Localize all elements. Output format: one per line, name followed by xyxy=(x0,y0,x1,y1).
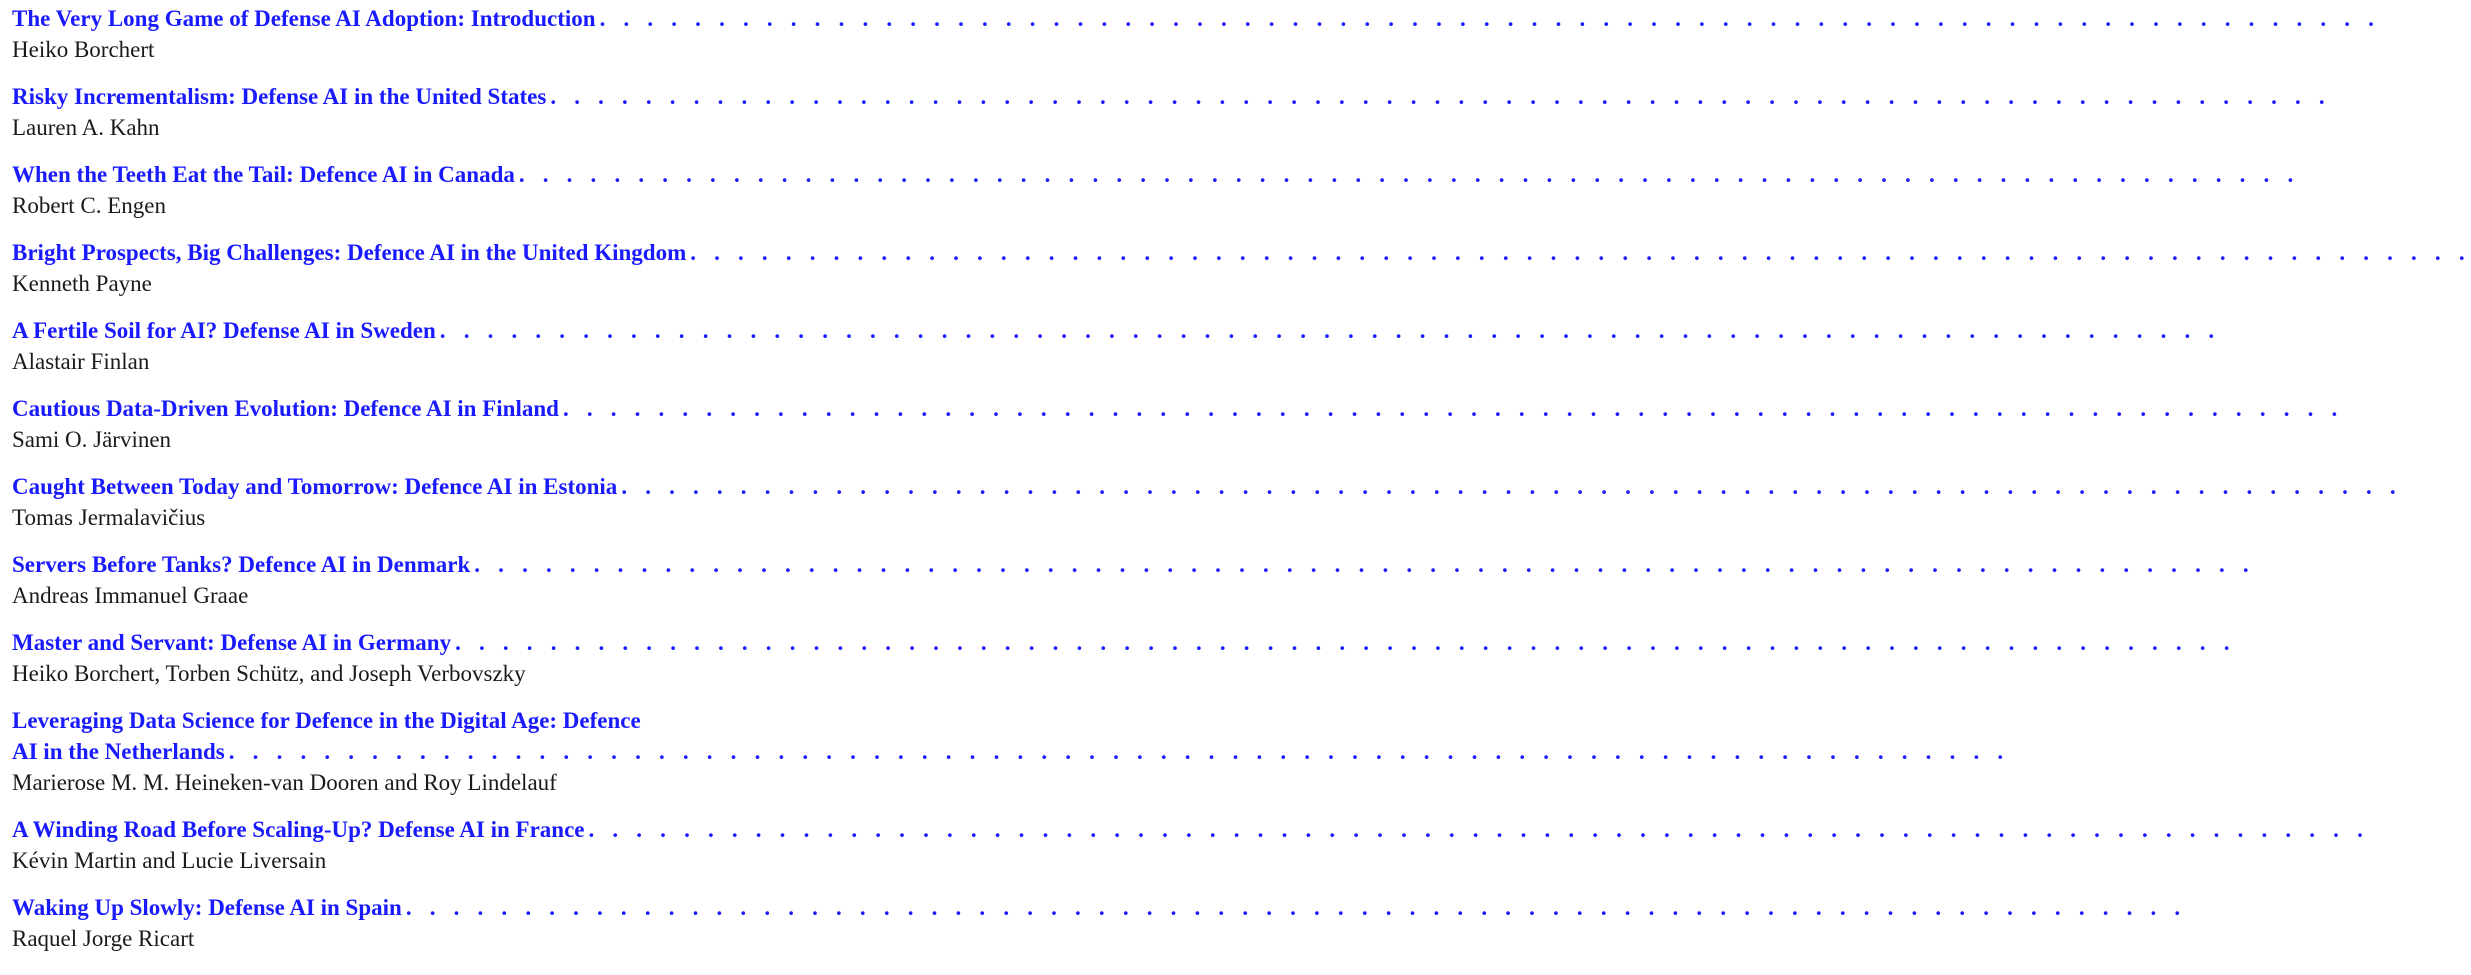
dot-leader: . . . . . . . . . . . . . . . . . . . . . . . . . . . . . . . . . . . . . . . . . . . . . . . . . . . . . . . . . . . . . . . . . . . . . . . . . . . xyxy=(439,318,2221,343)
toc-entry-finland xyxy=(12,393,2344,455)
chapter-link-germany[interactable]: Master and Servant: Defense AI in Germany xyxy=(12,630,452,655)
toc-title-line xyxy=(12,814,2370,845)
toc-title-line xyxy=(12,3,2381,34)
table-of-contents xyxy=(12,3,2471,954)
chapter-link-canada[interactable]: When the Teeth Eat the Tail: Defence AI in Canada xyxy=(12,162,515,187)
chapter-link-denmark[interactable]: Servers Before Tanks? Defence AI in Denmark xyxy=(12,552,471,577)
dot-leader: . . . . . . . . . . . . . . . . . . . . . . . . . . . . . . . . . . . . . . . . . . . . . . . . . . . . . . . . . . . . . . . . . . . . . . . . . . . xyxy=(588,817,2370,842)
toc-entry-united-kingdom xyxy=(12,237,2471,299)
dot-leader: . . . . . . . . . . . . . . . . . . . . . . . . . . . . . . . . . . . . . . . . . . . . . . . . . . . . . . . . . . . . . . . . . . . . . . . . . . . xyxy=(474,552,2255,577)
chapter-authors: Kévin Martin and Lucie Liversain xyxy=(12,848,327,873)
toc-title-line xyxy=(12,159,2300,190)
dot-leader: . . . . . . . . . . . . . . . . . . . . . . . . . . . . . . . . . . . . . . . . . . . . . . . . . . . . . . . . . . . . . . . . . . . . . . . . . . . xyxy=(550,84,2331,109)
chapter-link-introduction[interactable]: The Very Long Game of Defense AI Adoption: Introduction xyxy=(12,6,596,31)
toc-entry-united-states xyxy=(12,81,2331,143)
dot-leader: . . . . . . . . . . . . . . . . . . . . . . . . . . . . . . . . . . . . . . . . . . . . . . . . . . . . . . . . . . . . . . . . . . . . . . . . . . . xyxy=(562,396,2344,421)
toc-title-line xyxy=(12,705,812,736)
toc-entry-denmark xyxy=(12,549,2255,611)
chapter-authors: Andreas Immanuel Graae xyxy=(12,583,249,608)
chapter-link-finland[interactable]: Cautious Data-Driven Evolution: Defence AI in Finland xyxy=(12,396,559,421)
chapter-authors: Marierose M. M. Heineken-van Dooren and Roy Lindelauf xyxy=(12,770,557,795)
dot-leader: . . . . . . . . . . . . . . . . . . . . . . . . . . . . . . . . . . . . . . . . . . . . . . . . . . . . . . . . . . . . . . . . . . . . . . . . . . . xyxy=(599,6,2381,31)
chapter-link-united-states[interactable]: Risky Incrementalism: Defense AI in the United States xyxy=(12,84,547,109)
toc-title-line xyxy=(12,627,2236,658)
chapter-link-spain[interactable]: Waking Up Slowly: Defense AI in Spain xyxy=(12,895,402,920)
chapter-link-united-kingdom[interactable]: Bright Prospects, Big Challenges: Defence AI in the United Kingdom xyxy=(12,240,687,265)
chapter-authors: Heiko Borchert, Torben Schütz, and Joseph Verbovszky xyxy=(12,661,526,686)
chapter-link-sweden[interactable]: A Fertile Soil for AI? Defense AI in Sweden xyxy=(12,318,436,343)
toc-title-line xyxy=(12,237,2471,268)
toc-title-line xyxy=(12,736,2010,767)
dot-leader: . . . . . . . . . . . . . . . . . . . . . . . . . . . . . . . . . . . . . . . . . . . . . . . . . . . . . . . . . . . . . . . . . . . . . . . . . . . xyxy=(455,630,2236,655)
chapter-authors: Kenneth Payne xyxy=(12,271,152,296)
toc-title-line xyxy=(12,81,2331,112)
toc-entry-estonia xyxy=(12,471,2402,533)
toc-title-line xyxy=(12,892,2187,923)
chapter-link-france[interactable]: A Winding Road Before Scaling-Up? Defense AI in France xyxy=(12,817,585,842)
chapter-authors: Sami O. Järvinen xyxy=(12,427,172,452)
toc-entry-germany xyxy=(12,627,2236,689)
toc-entry-spain xyxy=(12,892,2187,954)
toc-entry-netherlands xyxy=(12,705,2010,798)
toc-entry-france xyxy=(12,814,2370,876)
chapter-authors: Robert C. Engen xyxy=(12,193,166,218)
dot-leader: . . . . . . . . . . . . . . . . . . . . . . . . . . . . . . . . . . . . . . . . . . . . . . . . . . . . . . . . . . . . . . . . . . . . . . . . . . . xyxy=(690,240,2471,265)
toc-title-line xyxy=(12,471,2402,502)
chapter-link-netherlands-line-2[interactable]: AI in the Netherlands xyxy=(12,739,225,764)
dot-leader: . . . . . . . . . . . . . . . . . . . . . . . . . . . . . . . . . . . . . . . . . . . . . . . . . . . . . . . . . . . . . . . . . . . . . . . . . . . xyxy=(405,895,2187,920)
toc-title-line xyxy=(12,549,2255,580)
toc-title-line xyxy=(12,393,2344,424)
dot-leader: . . . . . . . . . . . . . . . . . . . . . . . . . . . . . . . . . . . . . . . . . . . . . . . . . . . . . . . . . . . . . . . . . . . . . . . . . . . xyxy=(228,739,2010,764)
chapter-link-estonia[interactable]: Caught Between Today and Tomorrow: Defence AI in Estonia xyxy=(12,474,618,499)
chapter-authors: Heiko Borchert xyxy=(12,37,155,62)
dot-leader: . . . . . . . . . . . . . . . . . . . . . . . . . . . . . . . . . . . . . . . . . . . . . . . . . . . . . . . . . . . . . . . . . . . . . . . . . . . xyxy=(621,474,2402,499)
toc-entry-introduction xyxy=(12,3,2381,65)
toc-entry-sweden xyxy=(12,315,2221,377)
chapter-authors: Tomas Jermalavičius xyxy=(12,505,206,530)
toc-entry-canada xyxy=(12,159,2300,221)
toc-title-line xyxy=(12,315,2221,346)
chapter-authors: Lauren A. Kahn xyxy=(12,115,160,140)
chapter-authors: Raquel Jorge Ricart xyxy=(12,926,195,951)
chapter-authors: Alastair Finlan xyxy=(12,349,150,374)
chapter-link-netherlands-line-1[interactable]: Leveraging Data Science for Defence in the Digital Age: Defence xyxy=(12,708,641,733)
dot-leader: . . . . . . . . . . . . . . . . . . . . . . . . . . . . . . . . . . . . . . . . . . . . . . . . . . . . . . . . . . . . . . . . . . . . . . . . . . . xyxy=(518,162,2300,187)
